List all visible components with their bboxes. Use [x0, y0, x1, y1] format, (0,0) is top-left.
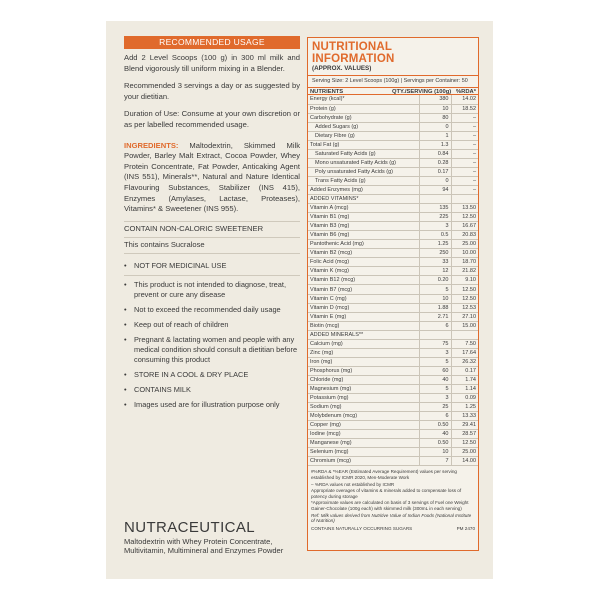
- warning-item: • Pregnant & lactating women and people with any medical condition should consult a dietitian before consuming this product: [124, 335, 300, 365]
- warning-item: • Keep out of reach of children: [124, 320, 300, 330]
- nutrition-panel: [307, 37, 479, 551]
- nutrition-row: [308, 249, 478, 258]
- nutrient-qty: 3: [419, 222, 451, 231]
- nutrient-rda: 27.10: [451, 312, 478, 321]
- nutrition-row: [308, 348, 478, 357]
- nutrient-rda: 18.52: [451, 104, 478, 113]
- nutrient-name: ADDED MINERALS**: [308, 330, 419, 339]
- note-item: Ref: Milk values derived from Nutritive Value of Indian Foods (National Institute of Nutrition): [311, 512, 472, 524]
- nutrient-qty: 1.3: [419, 140, 451, 149]
- nutrient-qty: 6: [419, 412, 451, 421]
- note-item: Appropriate overages of vitamins & minerals added to compensate loss of potency during storage: [311, 488, 462, 499]
- nutrition-row: [308, 149, 478, 158]
- nutrient-rda: 18.70: [451, 258, 478, 267]
- usage-duration: Duration of Use: Consume at your own discretion or as per labelled recommended usage.: [124, 109, 300, 129]
- nutrition-row: [308, 303, 478, 312]
- nutrient-name: Iodine (mcg): [308, 430, 419, 439]
- nutrition-row: [308, 339, 478, 348]
- nutrient-name: Vitamin B6 (mg): [308, 231, 419, 240]
- nutrient-qty: 0: [419, 176, 451, 185]
- nutrient-rda: 0.17: [451, 366, 478, 375]
- nutrient-name: Vitamin B12 (mcg): [308, 276, 419, 285]
- nutrition-row: [308, 375, 478, 384]
- nutrient-name: Vitamin B2 (mcg): [308, 249, 419, 258]
- nutrient-name: Energy (kcal)*: [308, 95, 419, 104]
- nutrition-row: [308, 357, 478, 366]
- nutrient-rda: [451, 195, 478, 204]
- nutrient-qty: 1.25: [419, 240, 451, 249]
- nutrition-row: [308, 113, 478, 122]
- nutrient-qty: 3: [419, 394, 451, 403]
- nutrient-qty: 33: [419, 258, 451, 267]
- nutrition-section-row: [308, 330, 478, 339]
- usage-instructions: Add 2 Level Scoops (100 g) in 300 ml milk and Blend vigorously till uniform mixing in a Blender.: [124, 53, 300, 73]
- nutrition-row: [308, 385, 478, 394]
- nutrient-name: Vitamin D (mcg): [308, 303, 419, 312]
- nutrient-qty: 80: [419, 113, 451, 122]
- nutrition-row: [308, 403, 478, 412]
- warning-item: • CONTAINS MILK: [124, 385, 300, 395]
- nutrient-rda: 28.57: [451, 430, 478, 439]
- nutrition-table: [308, 95, 478, 466]
- nutrient-qty: 40: [419, 430, 451, 439]
- nutrient-name: Dietary Fibre (g): [308, 131, 419, 140]
- header-rda: %RDA*: [456, 89, 476, 95]
- nutrient-qty: 6: [419, 321, 451, 330]
- nutrient-qty: 10: [419, 448, 451, 457]
- nutrient-name: Poly unsaturated Fatty Acids (g): [308, 167, 419, 176]
- nutrient-rda: 0.09: [451, 394, 478, 403]
- nutrition-section-row: [308, 195, 478, 204]
- nutrient-rda: 7.50: [451, 339, 478, 348]
- header-nutrients: NUTRIENTS: [310, 89, 344, 95]
- nutrient-qty: 2.71: [419, 312, 451, 321]
- nutrient-name: Mono unsaturated Fatty Acids (g): [308, 158, 419, 167]
- nutrient-rda: 9.10: [451, 276, 478, 285]
- nutrient-rda: –: [451, 176, 478, 185]
- nutrition-row: [308, 240, 478, 249]
- nutrient-rda: 20.83: [451, 231, 478, 240]
- nutrient-rda: 15.00: [451, 321, 478, 330]
- nutrition-row: [308, 276, 478, 285]
- nutrient-name: Vitamin B1 (mg): [308, 213, 419, 222]
- nutrient-rda: 10.00: [451, 249, 478, 258]
- nutrition-row: [308, 258, 478, 267]
- nutrition-row: [308, 131, 478, 140]
- nutrient-qty: 75: [419, 339, 451, 348]
- nutrient-name: Magnesium (mg): [308, 385, 419, 394]
- nutrient-name: Chloride (mg): [308, 375, 419, 384]
- nutrition-subtitle: (APPROX. VALUES): [312, 65, 372, 72]
- note-item: #%RDA & *%EAR (Estimated Average Requirement) values per serving established by ICMR 2020, Men-Moderate Work: [311, 469, 457, 481]
- nutrient-qty: 0.17: [419, 167, 451, 176]
- ingredients-heading: INGREDIENTS:: [124, 140, 179, 150]
- nutrient-rda: –: [451, 113, 478, 122]
- product-code: PM 2470: [456, 525, 475, 531]
- note-item: *Approximate values are calculated on basis of 3 servings of Fuel one Weight Gainer-Chocolate (100g each) with skimmed milk (300mL in each serving): [311, 500, 469, 511]
- nutrition-row: [308, 366, 478, 375]
- note-item: – %RDA values not established by ICMR: [311, 481, 395, 487]
- nutrient-rda: 25.00: [451, 448, 478, 457]
- nutrient-qty: 25: [419, 403, 451, 412]
- nutrient-name: Iron (mg): [308, 357, 419, 366]
- nutrition-column-headers: [308, 87, 478, 95]
- recommended-usage-banner: RECOMMENDED USAGE: [124, 36, 300, 49]
- nutrient-qty: 3: [419, 348, 451, 357]
- nutrient-qty: 380: [419, 95, 451, 104]
- nutrient-qty: 1.88: [419, 303, 451, 312]
- nutrition-row: [308, 231, 478, 240]
- naturally-occurring-sugars-note: CONTAINS NATURALLY OCCURRING SUGARS: [311, 525, 413, 531]
- nutrient-rda: 1.25: [451, 403, 478, 412]
- nutrient-qty: 0.50: [419, 439, 451, 448]
- nutrient-name: ADDED VITAMINS*: [308, 195, 419, 204]
- ingredients-text: [124, 141, 300, 215]
- nutrient-qty: 5: [419, 385, 451, 394]
- nutrient-rda: 1.14: [451, 385, 478, 394]
- nutrition-row: [308, 267, 478, 276]
- warning-item: • This product is not intended to diagnose, treat, prevent or cure any disease: [124, 280, 300, 300]
- nutrition-row: [308, 185, 478, 194]
- nutrient-name: Trans Fatty Acids (g): [308, 176, 419, 185]
- nutrient-name: Added Enzymes (mg): [308, 185, 419, 194]
- product-label: [106, 21, 493, 579]
- nutrition-row: [308, 412, 478, 421]
- nutrient-qty: 10: [419, 294, 451, 303]
- sucralose-notice: This contains Sucralose: [124, 239, 205, 249]
- nutrient-rda: 12.50: [451, 439, 478, 448]
- nutrient-qty: 40: [419, 375, 451, 384]
- nutrient-qty: 5: [419, 285, 451, 294]
- nutrient-name: Selenium (mcg): [308, 448, 419, 457]
- nutrition-row: [308, 140, 478, 149]
- nutrition-row: [308, 104, 478, 113]
- nutrient-rda: 13.33: [451, 412, 478, 421]
- nutrition-row: [308, 394, 478, 403]
- nutrient-name: Phosphorus (mg): [308, 366, 419, 375]
- nutrition-row: [308, 204, 478, 213]
- nutrition-row: [308, 213, 478, 222]
- nutrient-rda: 21.82: [451, 267, 478, 276]
- nutrient-qty: 7: [419, 457, 451, 466]
- nutrient-rda: 12.50: [451, 294, 478, 303]
- warning-item: • NOT FOR MEDICINAL USE: [124, 261, 300, 276]
- nutrient-qty: 5: [419, 357, 451, 366]
- nutrient-qty: 0.20: [419, 276, 451, 285]
- warning-item: • STORE IN A COOL & DRY PLACE: [124, 370, 300, 380]
- nutrient-qty: 0: [419, 122, 451, 131]
- nutrition-notes: [308, 466, 478, 523]
- nutrition-title: NUTRITIONAL INFORMATION: [312, 41, 395, 65]
- nutrient-name: Molybdenum (mcg): [308, 412, 419, 421]
- nutrition-row: [308, 448, 478, 457]
- nutrient-qty: [419, 195, 451, 204]
- nutrition-row: [308, 95, 478, 104]
- nutraceutical-block: [124, 519, 300, 555]
- nutrient-name: Saturated Fatty Acids (g): [308, 149, 419, 158]
- usage-servings: Recommended 3 servings a day or as suggested by your dietitian.: [124, 81, 300, 101]
- warning-item: • Not to exceed the recommended daily usage: [124, 305, 300, 315]
- nutrient-rda: 25.00: [451, 240, 478, 249]
- nutrition-row: [308, 285, 478, 294]
- nutrient-rda: –: [451, 131, 478, 140]
- nutrient-rda: –: [451, 140, 478, 149]
- nutrient-qty: 12: [419, 267, 451, 276]
- nutrition-row: [308, 312, 478, 321]
- nutrient-rda: –: [451, 167, 478, 176]
- nutrient-name: Vitamin K (mcg): [308, 267, 419, 276]
- nutrition-row: [308, 122, 478, 131]
- nutrient-name: Copper (mg): [308, 421, 419, 430]
- nutrient-qty: 250: [419, 249, 451, 258]
- nutrient-name: Calcium (mg): [308, 339, 419, 348]
- nutrition-row: [308, 430, 478, 439]
- nutrition-row: [308, 321, 478, 330]
- nutraceutical-title: NUTRACEUTICAL: [124, 519, 256, 536]
- nutrient-rda: 14.02: [451, 95, 478, 104]
- nutrient-rda: –: [451, 122, 478, 131]
- nutrient-qty: 10: [419, 104, 451, 113]
- nutrient-name: Pantothenic Acid (mg): [308, 240, 419, 249]
- nutrient-qty: 60: [419, 366, 451, 375]
- nutrient-name: Vitamin B7 (mcg): [308, 285, 419, 294]
- header-qty: QTY./SERVING (100g): [392, 89, 452, 95]
- nutrient-name: Protein (g): [308, 104, 419, 113]
- nutrient-qty: 0.84: [419, 149, 451, 158]
- nutrient-qty: 225: [419, 213, 451, 222]
- nutrient-name: Added Sugars (g): [308, 122, 419, 131]
- nutrient-rda: 29.41: [451, 421, 478, 430]
- nutraceutical-subtitle: Maltodextrin with Whey Protein Concentrate, Multivitamin, Multimineral and Enzymes Powder: [124, 537, 284, 556]
- nutrient-qty: 94: [419, 185, 451, 194]
- warning-item: • Images used are for illustration purpose only: [124, 400, 300, 410]
- left-column: [124, 36, 300, 415]
- nutrient-rda: –: [451, 158, 478, 167]
- nutrient-rda: [451, 330, 478, 339]
- nutrition-row: [308, 167, 478, 176]
- divider: [124, 253, 300, 254]
- nutrition-row: [308, 222, 478, 231]
- nutrition-row: [308, 176, 478, 185]
- nutrient-rda: 17.64: [451, 348, 478, 357]
- nutrient-rda: 26.32: [451, 357, 478, 366]
- ingredients-list: Maltodextrin, Skimmed Milk Powder, Barley Malt Extract, Cocoa Powder, Whey Protein Concentrate, Fat Powder, Anticaking Agent (INS 551), Minerals**, Natural and Nature Identical Flavouring Substances, Stabilizer (INS 415), Enzymes (Amylases, Lactase, Proteases), Vitamins* & Sweetener (INS 955).: [124, 140, 300, 214]
- nutrient-qty: 0.28: [419, 158, 451, 167]
- nutrient-qty: 0.50: [419, 421, 451, 430]
- nutrition-header: [308, 38, 478, 75]
- nutrient-name: Carbohydrate (g): [308, 113, 419, 122]
- nutrition-row: [308, 294, 478, 303]
- nutrient-qty: [419, 330, 451, 339]
- nutrition-row: [308, 457, 478, 466]
- nutrient-rda: –: [451, 185, 478, 194]
- nutrient-name: Vitamin B3 (mg): [308, 222, 419, 231]
- nutrient-rda: 16.67: [451, 222, 478, 231]
- nutrient-name: Sodium (mg): [308, 403, 419, 412]
- nutrient-rda: 12.53: [451, 303, 478, 312]
- nutrition-row: [308, 439, 478, 448]
- nutrition-footer: [308, 525, 478, 532]
- nutrient-qty: 1: [419, 131, 451, 140]
- nutrient-rda: 1.74: [451, 375, 478, 384]
- sweetener-notice: CONTAIN NON-CALORIC SWEETENER: [124, 223, 264, 233]
- nutrient-name: Vitamin A (mcg): [308, 204, 419, 213]
- nutrient-name: Manganese (mg): [308, 439, 419, 448]
- nutrient-name: Folic Acid (mcg): [308, 258, 419, 267]
- nutrition-row: [308, 421, 478, 430]
- warnings-list: [124, 261, 300, 410]
- nutrient-name: Chromium (mcg): [308, 457, 419, 466]
- nutrient-name: Zinc (mg): [308, 348, 419, 357]
- nutrition-row: [308, 158, 478, 167]
- nutrient-qty: 0.5: [419, 231, 451, 240]
- nutrient-rda: 14.00: [451, 457, 478, 466]
- nutrient-rda: 12.50: [451, 213, 478, 222]
- nutrient-rda: 12.50: [451, 285, 478, 294]
- nutrient-name: Biotin (mcg): [308, 321, 419, 330]
- nutrient-rda: 13.50: [451, 204, 478, 213]
- serving-info: Serving Size: 2 Level Scoops (100g) | Servings per Container: 50: [308, 75, 478, 87]
- nutrient-name: Vitamin E (mg): [308, 312, 419, 321]
- nutrient-qty: 135: [419, 204, 451, 213]
- nutrient-rda: –: [451, 149, 478, 158]
- nutrient-name: Vitamin C (mg): [308, 294, 419, 303]
- nutrient-name: Total Fat (g): [308, 140, 419, 149]
- nutrient-name: Potassium (mg): [308, 394, 419, 403]
